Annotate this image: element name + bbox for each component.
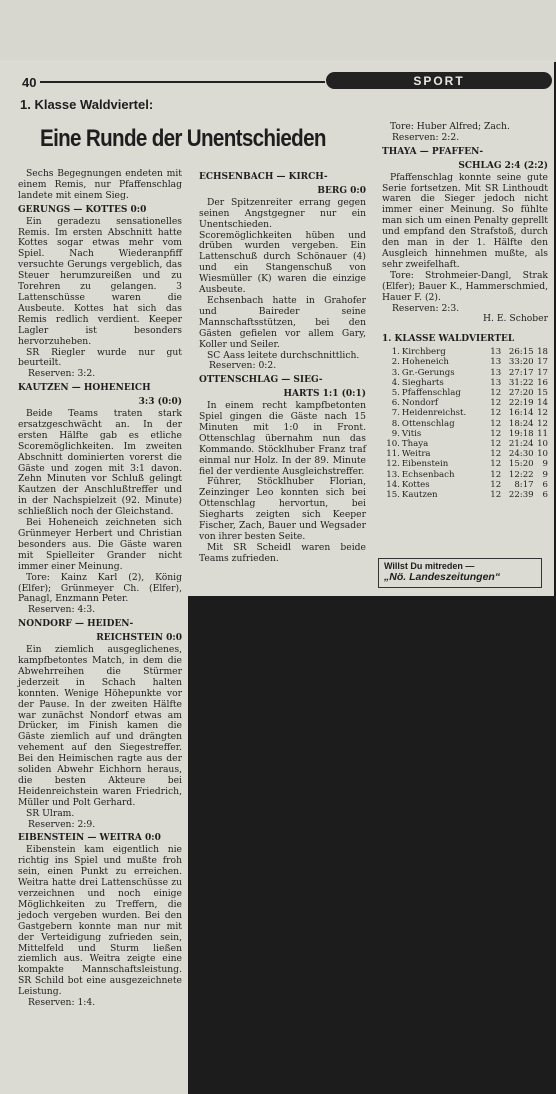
standings-points: 9	[542, 459, 548, 470]
standings-points: 16	[537, 377, 548, 388]
standings-points: 11	[537, 428, 548, 439]
standings-pos: 8.	[391, 418, 400, 429]
article-paragraph: Tore: Strohmeier-Dangl, Strak (Elfer); Bauer K., Hammerschmied, Hauer F. (2).	[382, 269, 548, 303]
standings-games: 12	[490, 449, 502, 460]
paper-top-margin	[0, 0, 556, 62]
standings-team: Ottenschlag	[401, 418, 455, 429]
standings-goals: 15:20	[508, 459, 534, 470]
standings-table	[382, 347, 548, 500]
section-label: SPORT	[326, 72, 552, 89]
standings-pos: 6.	[391, 398, 400, 409]
standings-games: 13	[490, 367, 502, 378]
standings-games: 12	[490, 398, 502, 409]
article-paragraph: Ein ziemlich ausgeglichenes, kampfbetontes Match, in dem die Abwehrreihen die Stürmer jederzeit in Schach halten konnten. Wenige Höhepunkte vor der Pause. In der zweiten Hälfte war zunächst Nondorf etwas am Drücker, im Finish kamen die Gäste ziemlich auf und drängten vehement auf den Siegestreffer. Bei den Heimischen ragte aus der soliden Abwehr Eichhorn heraus, die besten Akteure bei Heidenreichstein waren Friedrich, Müller und Polt Gerhard.	[18, 644, 182, 808]
standings-goals: 24:30	[508, 449, 534, 460]
reserves-result: Reserven: 1:4.	[28, 997, 96, 1009]
standings-team: Weitra	[401, 449, 431, 460]
standings-points: 10	[537, 449, 548, 460]
article-paragraph: Führer, Stöcklhuber Florian, Zeinzinger Leo konnten sich bei Ottenschlag hervortun, bei Siegharts zeigten sich Keeper Fischer, Zach, Bauer und Wegsader von ihrer besten Seite.	[199, 476, 366, 542]
standings-row	[382, 398, 548, 408]
article-column-3-text	[382, 122, 548, 325]
match-heading: ECHSENBACH — KIRCH-	[199, 172, 328, 182]
standings-games: 13	[490, 357, 502, 368]
standings-pos: 3.	[391, 367, 400, 378]
reserves-result: Reserven: 4:3.	[28, 604, 96, 616]
standings-team: Gr.-Gerungs	[401, 367, 455, 378]
standings-team: Heidenreichst.	[401, 408, 467, 419]
standings-games: 12	[490, 479, 502, 490]
match-heading-score: HARTS 1:1 (0:1)	[283, 389, 366, 400]
standings-team: Pfaffenschlag	[401, 388, 461, 399]
standings-points: 10	[537, 439, 548, 450]
standings-games: 12	[490, 469, 502, 480]
promo-line-2: „Nö. Landeszeitungen“	[384, 571, 501, 583]
standings-team: Vitis	[401, 428, 422, 439]
standings-points: 15	[537, 388, 548, 399]
article-paragraph: Tore: Kainz Karl (2), König (Elfer); Grünmeyer Ch. (Elfer), Panagl, Enzmann Peter.	[18, 571, 182, 605]
standings-games: 12	[490, 490, 502, 501]
standings-points: 12	[537, 408, 548, 419]
article-paragraph: In einem recht kampfbetonten Spiel gingen die Gäste nach 15 Minuten mit 1:0 in Front. Ottenschlag übernahm nun das Kommando. Stöcklhuber Franz traf einmal nur Holz. In der 89. Minute fiel der verdiente Ausgleichstreffer.	[199, 400, 366, 477]
article-column-3	[382, 122, 548, 500]
standings-row	[382, 347, 548, 357]
match-heading: OTTENSCHLAG — SIEG-	[199, 375, 323, 386]
standings-team: Kirchberg	[401, 347, 446, 358]
standings-pos: 11.	[386, 449, 400, 460]
standings-team: Kautzen	[401, 490, 438, 501]
standings-row	[382, 470, 548, 480]
standings-goals: 16:14	[508, 408, 534, 419]
article-kicker: 1. Klasse Waldviertel:	[20, 97, 154, 112]
standings-pos: 12.	[386, 459, 400, 470]
standings-row	[382, 388, 548, 398]
standings-team: Eibenstein	[401, 459, 449, 470]
standings-row	[382, 429, 548, 439]
standings-row	[382, 378, 548, 388]
standings-games: 13	[490, 347, 502, 358]
standings-team: Thaya	[401, 439, 429, 450]
standings-row	[382, 459, 548, 469]
article-paragraph: Tore: Huber Alfred; Zach.	[390, 121, 510, 132]
standings-goals: 19:18	[508, 428, 534, 439]
article-paragraph: Der Spitzenreiter errang gegen seinen Angstgegner nur ein Unentschieden. Scoremöglichkeiten hüben und drüben wurden vergeben. Ein Lattenschuß durch Schönauer (4) und ein Stangenschuß von Wiesmüller (K) waren die einzige Ausbeute.	[199, 196, 366, 296]
match-heading-score: REICHSTEIN 0:0	[96, 633, 182, 644]
standings-points: 6	[542, 479, 548, 490]
standings-goals: 33:20	[508, 357, 534, 368]
standings-goals: 22:39	[508, 490, 534, 501]
article-column-1	[18, 169, 182, 1009]
article-paragraph: SR Ulram.	[26, 807, 75, 819]
match-heading: GERUNGS — KOTTES 0:0	[18, 204, 147, 215]
standings-pos: 2.	[391, 357, 400, 368]
standings-row	[382, 490, 548, 500]
standings-team: Kottes	[401, 479, 430, 490]
page-number: 40	[22, 75, 37, 90]
standings-games: 12	[490, 428, 502, 439]
standings-points: 17	[537, 367, 548, 378]
article-paragraph: Mit SR Scheidl waren beide Teams zufrieden.	[199, 541, 366, 564]
match-heading: EIBENSTEIN — WEITRA 0:0	[18, 833, 161, 844]
article-paragraph: SC Aass leitete durchschnittlich.	[207, 349, 360, 361]
standings-points: 6	[542, 490, 548, 501]
standings-pos: 15.	[386, 490, 400, 501]
standings-goals: 8:17	[514, 479, 534, 490]
article-paragraph: Beide Teams traten stark ersatzgeschwächt an. In der ersten Hälfte gab es etliche Scoremöglichkeiten. Im zweiten Abschnitt dominierten vorerst die Gäste und zogen mit 3:1 davon. Zehn Minuten vor Schluß gelingt Kautzen der Anschlußtreffer und in der Nachspielzeit (92. Minute) schließlich noch der Gleichstand.	[18, 408, 182, 518]
standings-pos: 14.	[386, 479, 400, 490]
article-paragraph: SR Riegler wurde nur gut beurteilt.	[18, 346, 182, 369]
match-heading: KAUTZEN — HOHENEICH	[18, 383, 151, 394]
article-paragraph: Echsenbach hatte in Grahofer und Baireder seine Mannschaftsstützen, bei den Gästen gefielen vor allem Gary, Koller und Seiler.	[199, 294, 366, 350]
article-paragraph: Eibenstein kam eigentlich nie richtig ins Spiel und mußte froh sein, einen Punkt zu erreichen. Weitra hatte drei Lattenschüsse zu verzeichnen und noch einige Möglichkeiten zu Treffern, die jedoch vergeben wurden. Bei den Gastgebern konnte man nur mit der Verteidigung zufrieden sein, Mittelfeld und Sturm ließen ziemlich aus. Weitra zeigte eine kompakte Mannschaftsleistung. SR Schild bot eine ausgezeichnete Leistung.	[18, 844, 182, 998]
reserves-result: Reserven: 0:2.	[209, 360, 277, 372]
standings-row	[382, 480, 548, 490]
standings-row	[382, 357, 548, 367]
standings-points: 14	[537, 398, 548, 409]
match-heading-score: BERG 0:0	[317, 185, 366, 196]
standings-goals: 27:17	[508, 367, 534, 378]
standings-row	[382, 419, 548, 429]
standings-goals: 22:19	[508, 398, 534, 409]
standings-row	[382, 408, 548, 418]
standings-goals: 31:22	[508, 377, 534, 388]
standings-pos: 7.	[391, 408, 400, 419]
standings-points: 9	[542, 469, 548, 480]
article-paragraph: Sechs Begegnungen endeten mit einem Remis, nur Pfaffenschlag landete mit einem Sieg.	[18, 168, 182, 201]
standings-pos: 5.	[391, 388, 400, 399]
standings-goals: 21:24	[508, 439, 534, 450]
standings-team: Nondorf	[401, 398, 439, 409]
match-heading: NONDORF — HEIDEN-	[18, 619, 134, 630]
standings-pos: 4.	[391, 377, 400, 388]
standings-row	[382, 368, 548, 378]
standings-pos: 9.	[391, 428, 400, 439]
reserves-result: Reserven: 2:2.	[392, 131, 460, 143]
match-heading-score: SCHLAG 2:4 (2:2)	[458, 160, 548, 171]
reserves-result: Reserven: 2:9.	[28, 818, 96, 830]
article-paragraph: Bei Hoheneich zeichneten sich Grünmeyer Herbert und Christian besonders aus. Die Gäste waren mit Spielleiter Grander nicht immer einer Meinung.	[18, 517, 182, 572]
promo-box	[378, 558, 542, 588]
standings-title: 1. KLASSE WALDVIERTEL	[382, 334, 515, 345]
standings-games: 12	[490, 459, 502, 470]
article-headline: Eine Runde der Unentschieden	[40, 125, 326, 152]
standings-row	[382, 449, 548, 459]
standings-row	[382, 439, 548, 449]
promo-line-1: Willst Du mitreden —	[384, 561, 475, 571]
standings-games: 12	[490, 418, 502, 429]
reserves-result: Reserven: 2:3.	[392, 302, 460, 314]
standings-games: 12	[490, 388, 502, 399]
standings-games: 13	[490, 377, 502, 388]
article-paragraph: Ein geradezu sensationelles Remis. Im ersten Abschnitt hatte Kottes sogar etwas mehr vom Spiel. Nach Wiederanpfiff versuchte Gerungs vergeblich, das Steuer herumzureißen und zu Torehren zu gelangen. 3 Lattenschüsse waren die Ausbeute. Kottes hat sich das Remis redlich verdient. Keeper Lagler ist besonders hervorzuheben.	[18, 215, 182, 347]
standings-pos: 1.	[391, 347, 400, 358]
header-rule	[40, 81, 325, 83]
match-heading: THAYA — PFAFFEN-	[382, 146, 484, 157]
standings-goals: 27:20	[508, 388, 534, 399]
author-signature: H. E. Schober	[483, 313, 548, 325]
standings-points: 17	[537, 357, 548, 368]
standings-points: 12	[537, 418, 548, 429]
standings-team: Echsenbach	[401, 469, 455, 480]
standings-team: Siegharts	[401, 377, 444, 388]
standings-points: 18	[537, 347, 548, 358]
standings-games: 12	[490, 439, 502, 450]
standings-goals: 26:15	[508, 347, 534, 358]
match-heading-score: 3:3 (0:0)	[138, 397, 182, 408]
standings-goals: 18:24	[508, 418, 534, 429]
standings-pos: 10.	[386, 439, 400, 450]
standings-goals: 12:22	[508, 469, 534, 480]
standings-pos: 13.	[386, 469, 400, 480]
reserves-result: Reserven: 3:2.	[28, 368, 96, 380]
article-column-2	[199, 169, 366, 565]
standings-team: Hoheneich	[401, 357, 449, 368]
article-paragraph: Pfaffenschlag konnte seine gute Serie fortsetzen. Mit SR Linthoudt waren die Sieger jedoch nicht immer einer Meinung. So fühlte man sich um einen Penalty geprellt und empfand den Strafstoß, durch den man in der 1. Hälfte den Ausgleich hinnehmen mußte, als sehr zweifelhaft.	[382, 171, 548, 270]
standings-games: 12	[490, 408, 502, 419]
